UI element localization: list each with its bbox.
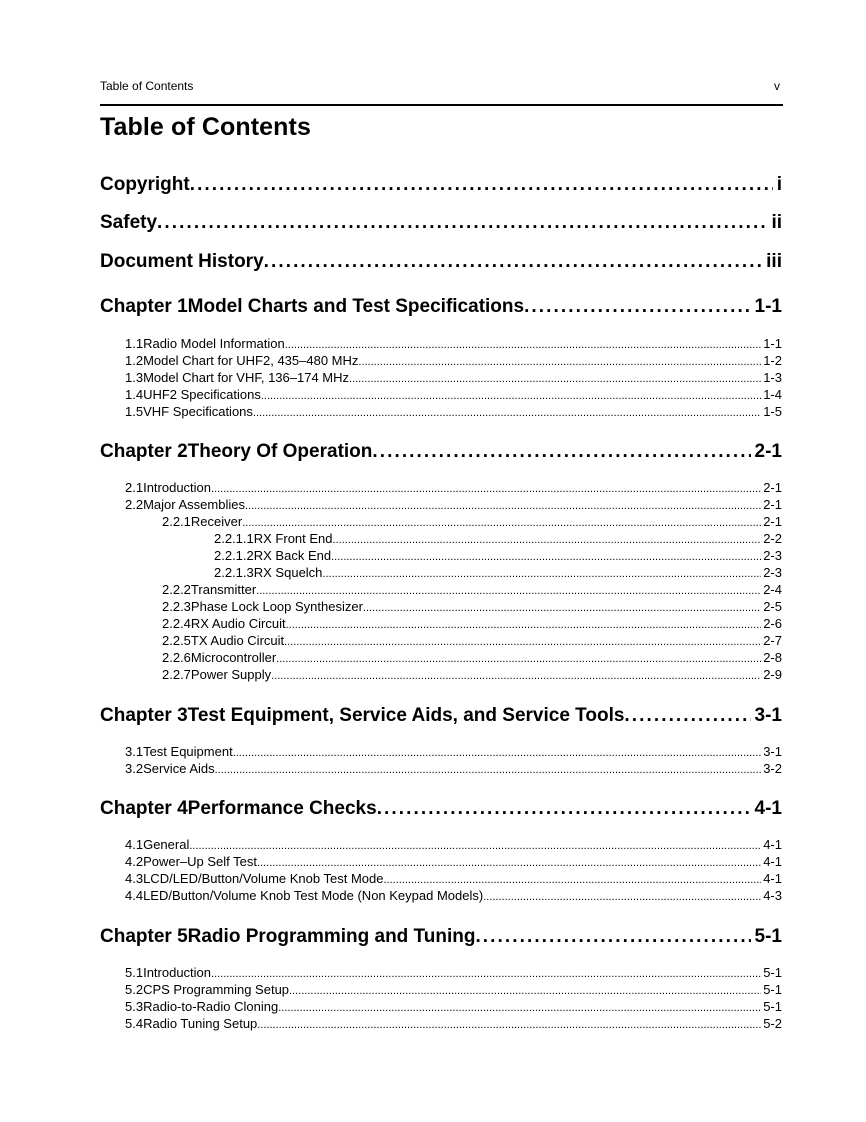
dot-leader: [383, 871, 761, 886]
section-number: 4.1: [125, 837, 144, 852]
section-number: 2.2.1.1: [214, 531, 254, 546]
toc-section[interactable]: [100, 387, 782, 404]
toc-entry-safety[interactable]: [100, 212, 782, 236]
section-title: Major Assemblies: [143, 497, 245, 512]
chapter-title: Radio Programming and Tuning: [187, 926, 476, 947]
toc-section[interactable]: [100, 353, 782, 370]
section-page: 5-1: [763, 982, 782, 997]
running-header: [100, 79, 782, 95]
section-number: 5.3: [125, 999, 144, 1014]
section-page: 2-7: [763, 633, 782, 648]
toc-section[interactable]: [100, 761, 782, 778]
chapter-number: Chapter 1: [100, 296, 188, 317]
section-title: Microcontroller: [190, 650, 277, 665]
toc-entry-document-history[interactable]: [100, 251, 782, 275]
chapter-page: 2-1: [754, 441, 782, 462]
section-number: 2.2.4: [162, 616, 191, 631]
dot-leader: [363, 599, 761, 614]
dot-leader: [271, 667, 761, 682]
section-title: Model Chart for VHF, 136–174 MHz: [143, 370, 350, 385]
section-title: Power Supply: [190, 667, 272, 682]
toc-section[interactable]: [100, 888, 782, 905]
entry-page: iii: [766, 251, 782, 272]
dot-leader: [289, 982, 761, 997]
toc-section[interactable]: [100, 837, 782, 854]
section-page: 4-1: [763, 837, 782, 852]
section-title: LED/Button/Volume Knob Test Mode (Non Keypad Models): [143, 888, 484, 903]
section-page: 1-5: [763, 404, 782, 419]
section-title: UHF2 Specifications: [143, 387, 261, 402]
section-page: 5-1: [763, 999, 782, 1014]
dot-leader: [276, 650, 761, 665]
dot-leader: [286, 616, 762, 631]
toc-chapter-4[interactable]: [100, 798, 782, 822]
toc-section[interactable]: [100, 871, 782, 888]
chapter-page: 4-1: [754, 798, 782, 819]
chapter-number: Chapter 4: [100, 798, 188, 819]
section-page: 1-3: [763, 370, 782, 385]
toc-subsection[interactable]: [100, 599, 782, 616]
entry-title: Safety: [100, 212, 158, 233]
chapter-page: 5-1: [754, 926, 782, 947]
section-number: 1.1: [125, 336, 144, 351]
toc-section[interactable]: [100, 744, 782, 761]
dot-leader: [233, 744, 762, 759]
section-number: 2.2.3: [162, 599, 191, 614]
section-number: 4.4: [125, 888, 144, 903]
section-title: Receiver: [190, 514, 243, 529]
section-page: 2-3: [763, 565, 782, 580]
section-number: 2.2: [125, 497, 144, 512]
section-page: 2-2: [763, 531, 782, 546]
section-number: 2.2.2: [162, 582, 191, 597]
dot-leader: [475, 926, 750, 948]
chapter-title: Theory Of Operation: [187, 441, 373, 462]
chapter-title: Performance Checks: [187, 798, 377, 819]
section-title: Introduction: [143, 965, 212, 980]
entry-page: ii: [771, 212, 782, 233]
toc-subsection[interactable]: [100, 514, 782, 531]
header-rule: [100, 104, 783, 106]
chapter-title: Model Charts and Test Specifications: [187, 296, 525, 317]
entry-page: i: [776, 174, 782, 195]
section-page: 3-1: [763, 744, 782, 759]
section-number: 1.2: [125, 353, 144, 368]
dot-leader: [257, 854, 761, 869]
section-number: 2.2.7: [162, 667, 191, 682]
chapter-title: Test Equipment, Service Aids, and Service Tools: [187, 705, 625, 726]
section-page: 2-3: [763, 548, 782, 563]
section-number: 4.2: [125, 854, 144, 869]
section-number: 2.1: [125, 480, 144, 495]
toc-subsection[interactable]: [100, 650, 782, 667]
toc-subsection[interactable]: [100, 667, 782, 684]
dot-leader: [190, 174, 773, 196]
dot-leader: [333, 531, 762, 546]
toc-entry-copyright[interactable]: [100, 174, 782, 198]
chapter-page: 1-1: [754, 296, 782, 317]
section-page: 2-1: [763, 514, 782, 529]
dot-leader: [322, 565, 761, 580]
toc-section[interactable]: [100, 982, 782, 999]
section-title: Model Chart for UHF2, 435–480 MHz: [143, 353, 359, 368]
dot-leader: [256, 582, 761, 597]
section-title: Phase Lock Loop Synthesizer: [190, 599, 363, 614]
section-number: 2.2.1: [162, 514, 191, 529]
section-page: 2-9: [763, 667, 782, 682]
toc-subsubsection[interactable]: [100, 548, 782, 565]
dot-leader: [377, 798, 751, 820]
section-page: 1-2: [763, 353, 782, 368]
section-page: 4-1: [763, 871, 782, 886]
section-page: 1-1: [763, 336, 782, 351]
running-header-page-number: v: [774, 79, 780, 93]
dot-leader: [372, 441, 750, 463]
section-title: Service Aids: [143, 761, 215, 776]
toc-chapter-1[interactable]: [100, 296, 782, 320]
dot-leader: [215, 761, 762, 776]
toc-subsection[interactable]: [100, 582, 782, 599]
toc-section[interactable]: [100, 854, 782, 871]
section-title: VHF Specifications: [143, 404, 253, 419]
dot-leader: [245, 497, 761, 512]
dot-leader: [278, 999, 761, 1014]
toc-subsubsection[interactable]: [100, 531, 782, 548]
section-number: 5.4: [125, 1016, 144, 1031]
section-title: Radio Model Information: [143, 336, 285, 351]
section-page: 2-6: [763, 616, 782, 631]
toc-chapter-5[interactable]: [100, 926, 782, 950]
toc-section[interactable]: [100, 965, 782, 982]
section-number: 2.2.5: [162, 633, 191, 648]
chapter-number: Chapter 2: [100, 441, 188, 462]
section-title: Power–Up Self Test: [143, 854, 258, 869]
dot-leader: [524, 296, 750, 318]
section-title: Test Equipment: [143, 744, 233, 759]
dot-leader: [242, 514, 761, 529]
section-number: 2.2.1.2: [214, 548, 254, 563]
section-title: TX Audio Circuit: [190, 633, 285, 648]
section-page: 3-2: [763, 761, 782, 776]
section-number: 3.1: [125, 744, 144, 759]
section-page: 1-4: [763, 387, 782, 402]
dot-leader: [189, 837, 761, 852]
section-title: RX Back End: [253, 548, 332, 563]
section-number: 4.3: [125, 871, 144, 886]
section-number: 2.2.6: [162, 650, 191, 665]
section-number: 2.2.1.3: [214, 565, 254, 580]
section-page: 2-4: [763, 582, 782, 597]
dot-leader: [624, 705, 750, 727]
toc-subsection[interactable]: [100, 633, 782, 650]
chapter-number: Chapter 3: [100, 705, 188, 726]
section-title: Radio-to-Radio Cloning: [143, 999, 279, 1014]
section-title: LCD/LED/Button/Volume Knob Test Mode: [143, 871, 384, 886]
dot-leader: [211, 965, 761, 980]
toc-section[interactable]: [100, 480, 782, 497]
section-number: 5.1: [125, 965, 144, 980]
toc-section[interactable]: [100, 336, 782, 353]
entry-title: Document History: [100, 251, 264, 272]
section-page: 2-8: [763, 650, 782, 665]
section-title: RX Front End: [253, 531, 333, 546]
section-page: 5-2: [763, 1016, 782, 1031]
dot-leader: [264, 251, 763, 273]
section-title: Transmitter: [190, 582, 257, 597]
section-page: 2-5: [763, 599, 782, 614]
toc-subsubsection[interactable]: [100, 565, 782, 582]
entry-title: Copyright: [100, 174, 190, 195]
page-title: Table of Contents: [100, 113, 311, 141]
section-page: 5-1: [763, 965, 782, 980]
chapter-number: Chapter 5: [100, 926, 188, 947]
toc-section[interactable]: [100, 999, 782, 1016]
section-number: 3.2: [125, 761, 144, 776]
toc-section[interactable]: [100, 1016, 782, 1033]
dot-leader: [257, 1016, 761, 1031]
section-title: Introduction: [143, 480, 212, 495]
section-number: 1.3: [125, 370, 144, 385]
section-title: General: [143, 837, 190, 852]
section-page: 4-1: [763, 854, 782, 869]
toc-section[interactable]: [100, 497, 782, 514]
toc-chapter-3[interactable]: [100, 705, 782, 729]
toc-chapter-2[interactable]: [100, 441, 782, 465]
dot-leader: [211, 480, 761, 495]
section-title: RX Audio Circuit: [190, 616, 286, 631]
dot-leader: [349, 370, 761, 385]
toc-section[interactable]: [100, 370, 782, 387]
dot-leader: [483, 888, 761, 903]
toc-section[interactable]: [100, 404, 782, 421]
chapter-page: 3-1: [754, 705, 782, 726]
section-title: Radio Tuning Setup: [143, 1016, 258, 1031]
dot-leader: [284, 633, 761, 648]
dot-leader: [331, 548, 761, 563]
section-page: 2-1: [763, 497, 782, 512]
section-number: 5.2: [125, 982, 144, 997]
dot-leader: [285, 336, 761, 351]
dot-leader: [253, 404, 761, 419]
running-header-title: Table of Contents: [100, 79, 194, 93]
section-title: CPS Programming Setup: [143, 982, 290, 997]
section-page: 2-1: [763, 480, 782, 495]
dot-leader: [358, 353, 761, 368]
section-page: 4-3: [763, 888, 782, 903]
section-title: RX Squelch: [253, 565, 323, 580]
section-number: 1.4: [125, 387, 144, 402]
section-number: 1.5: [125, 404, 144, 419]
dot-leader: [261, 387, 761, 402]
dot-leader: [157, 212, 767, 234]
toc-subsection[interactable]: [100, 616, 782, 633]
